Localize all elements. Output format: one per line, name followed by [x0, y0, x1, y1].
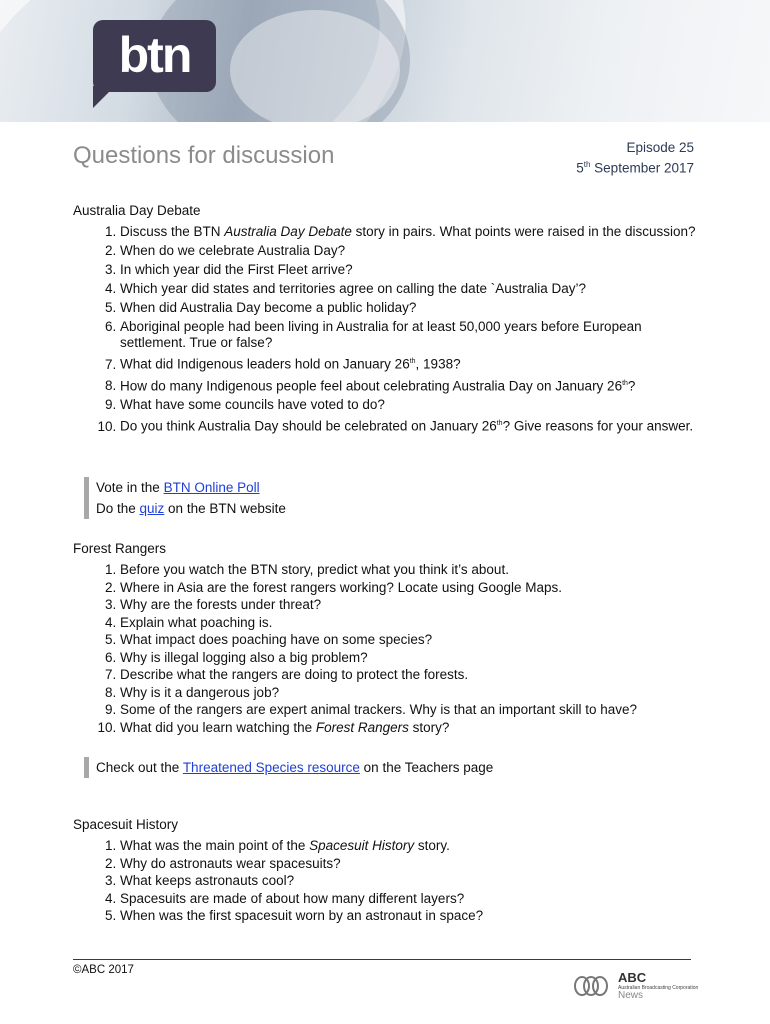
callout-line: [96, 757, 493, 778]
question-text: Why do astronauts wear spacesuits?: [120, 855, 341, 871]
question-text: How do many Indigenous people feel about celebrating Australia Day on January 26: [120, 378, 623, 393]
question-text: Why is illegal logging also a big problem?: [120, 649, 368, 665]
ordinal-suffix: th: [496, 420, 503, 427]
callout-text: Check out the: [96, 760, 183, 775]
section-title-australia-day: Australia Day Debate: [73, 203, 201, 218]
question-text: When did Australia Day become a public holiday?: [120, 300, 417, 315]
footer-divider: [73, 959, 691, 960]
question-text: ? Give reasons for your answer.: [502, 418, 694, 434]
question-item: [120, 632, 710, 648]
callout-text: on the Teachers page: [359, 760, 494, 775]
question-text: In which year did the First Fleet arrive?: [120, 262, 353, 277]
question-item: [120, 838, 710, 854]
question-text: Do you think Australia Day should be celebrated on January 26: [120, 418, 497, 434]
question-item: [120, 300, 710, 316]
question-item: [120, 354, 710, 373]
question-text: Describe what the rangers are doing to protect the forests.: [120, 667, 469, 682]
banner-swirl: [230, 10, 400, 122]
question-item: [120, 597, 710, 613]
episode-date: 5th September 2017: [576, 160, 694, 176]
question-text: Where in Asia are the forest rangers working? Locate using Google Maps.: [120, 579, 562, 595]
question-text: story?: [408, 719, 450, 735]
callout-link[interactable]: Threatened Species resource: [182, 760, 360, 775]
btn-logo: btn: [93, 20, 216, 92]
question-item: [120, 562, 710, 578]
callout-line: [96, 477, 286, 498]
question-text: Explain what poaching is.: [120, 614, 273, 630]
question-item: [120, 376, 710, 395]
question-item: [120, 224, 710, 240]
question-text: When do we celebrate Australia Day?: [120, 243, 346, 258]
question-text: What keeps astronauts cool?: [120, 873, 295, 888]
question-item: [120, 580, 710, 596]
callout-text: Do the: [96, 501, 140, 516]
question-item: [120, 262, 710, 278]
callout-forest-rangers: [84, 757, 493, 778]
abc-logo-subtext: Australian Broadcasting Corporation: [618, 985, 699, 991]
abc-logo-icon: [574, 975, 608, 997]
question-item: [120, 667, 710, 683]
question-text: Why is it a dangerous job?: [120, 684, 280, 700]
abc-logo-text: ABC: [618, 970, 647, 985]
episode-info: [576, 139, 694, 177]
question-text: Discuss the BTN: [120, 224, 225, 239]
callout-text: Vote in the: [96, 480, 164, 495]
question-item: [120, 397, 710, 413]
story-title: Spacesuit History: [309, 838, 415, 853]
question-item: [120, 720, 710, 736]
abc-news-label: News: [618, 990, 644, 1001]
callout-australia-day: [84, 477, 286, 519]
question-text: , 1938?: [415, 356, 461, 372]
section-title-spacesuit-history: Spacesuit History: [73, 817, 179, 832]
question-item: [120, 873, 710, 889]
question-text: What have some councils have voted to do?: [120, 397, 385, 412]
question-item: [120, 856, 710, 872]
callout-line: [96, 498, 286, 519]
question-text: When was the first spacesuit worn by an astronaut in space?: [120, 908, 484, 923]
question-item: [120, 416, 710, 435]
question-text: Some of the rangers are expert animal trackers. Why is that an important skill to have?: [120, 702, 637, 717]
question-text: What did Indigenous leaders hold on January 26: [120, 356, 410, 372]
question-item: [120, 243, 710, 259]
question-item: [120, 281, 710, 297]
question-text: What impact does poaching have on some species?: [120, 632, 433, 647]
question-item: [120, 650, 710, 666]
question-item: [120, 908, 710, 924]
question-list-australia-day: [88, 224, 710, 438]
question-text: What did you learn watching the: [120, 719, 316, 735]
callout-text: on the BTN website: [164, 501, 286, 516]
ordinal-suffix: th: [409, 358, 416, 365]
question-text: Why are the forests under threat?: [120, 597, 322, 612]
question-text: story in pairs. What points were raised in the discussion?: [351, 224, 696, 239]
question-list-forest-rangers: [88, 562, 710, 737]
question-text: What was the main point of the: [120, 838, 310, 853]
question-text: Before you watch the BTN story, predict what you think it’s about.: [120, 562, 509, 577]
story-title: Australia Day Debate: [224, 224, 352, 239]
question-item: [120, 615, 710, 631]
episode-number: Episode 25: [626, 140, 694, 155]
section-title-forest-rangers: Forest Rangers: [73, 541, 167, 556]
question-text: story.: [414, 838, 450, 853]
footer-copyright: ©ABC 2017: [73, 964, 134, 976]
question-list-spacesuit-history: [88, 838, 710, 926]
question-item: [120, 891, 710, 907]
question-item: [120, 702, 710, 718]
callout-link[interactable]: BTN Online Poll: [163, 480, 260, 495]
question-text: Spacesuits are made of about how many different layers?: [120, 890, 465, 906]
page-title: Questions for discussion: [73, 142, 335, 169]
question-item: [120, 319, 710, 351]
callout-link[interactable]: quiz: [139, 501, 165, 516]
ordinal-suffix: th: [622, 379, 628, 387]
btn-logo-tail: [93, 86, 115, 108]
question-text: ?: [627, 378, 636, 393]
question-item: [120, 685, 710, 701]
story-title: Forest Rangers: [315, 719, 409, 735]
question-text: Which year did states and territories agree on calling the date `Australia Day’?: [120, 281, 586, 296]
question-text: Aboriginal people had been living in Australia for at least 50,000 years before European settlement. True or false?: [120, 319, 642, 350]
